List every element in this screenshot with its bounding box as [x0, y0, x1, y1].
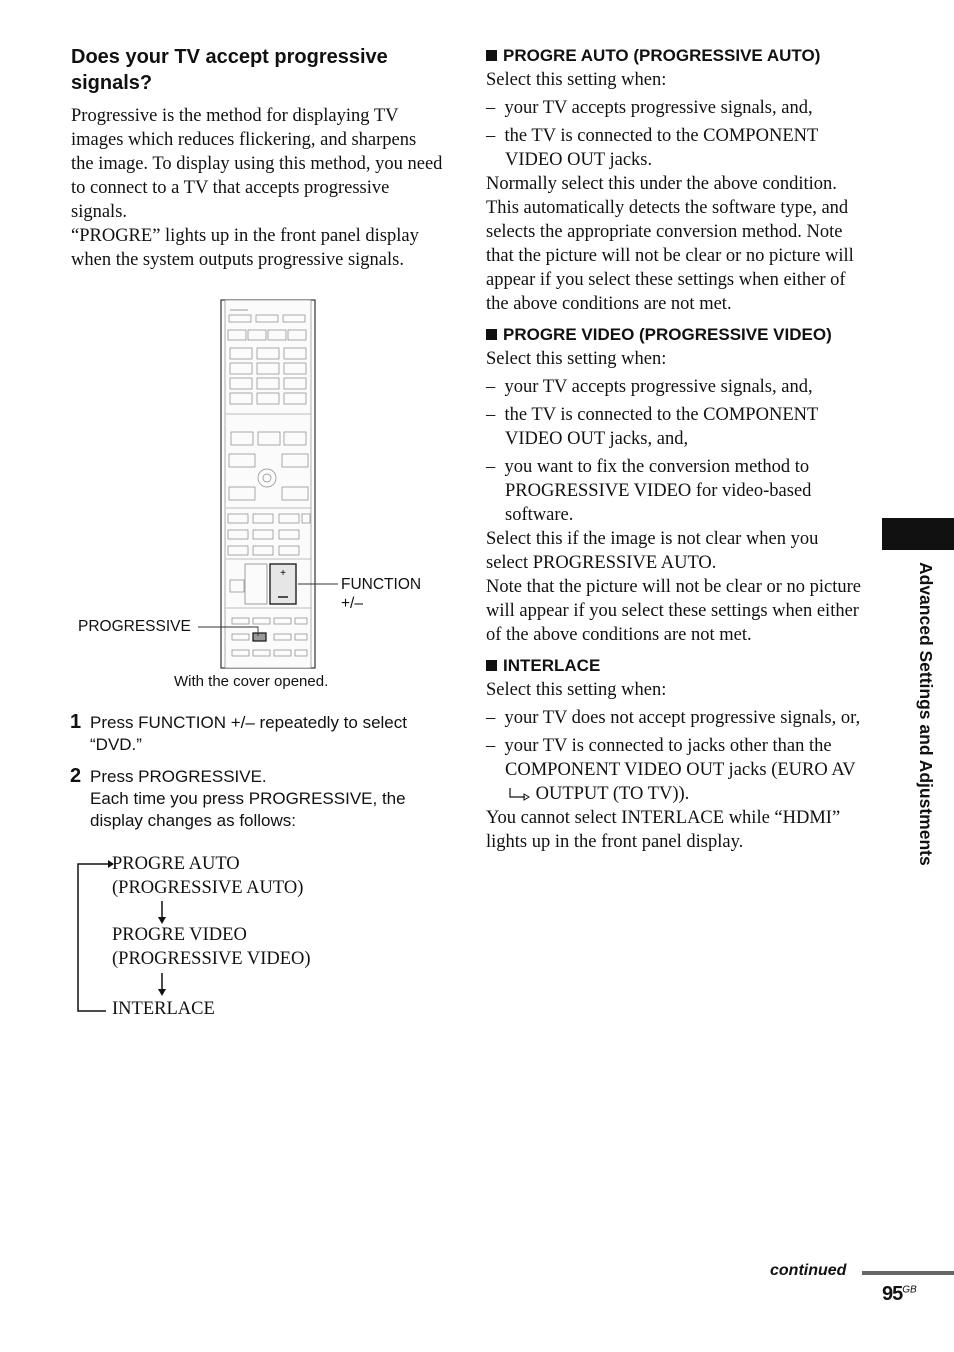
bullet-text: your TV does not accept progressive signals, or,: [504, 708, 861, 728]
page-suffix: GB: [902, 1284, 917, 1296]
body-text: Note that the picture will not be clear or no picture will appear if you select these settings when either of the above conditions are not met.: [486, 577, 862, 645]
page-number-value: 95: [882, 1283, 903, 1305]
continued-label: continued: [770, 1262, 847, 1279]
bullet: – your TV does not accept progressive signals, or,: [486, 708, 861, 728]
select-when: Select this setting when:: [486, 349, 667, 369]
bullet: – your TV is connected to jacks other than the COMPONENT VIDEO OUT jacks (EURO AV OUTPUT (TO TV)).: [486, 736, 856, 804]
square-bullet-icon: [486, 329, 497, 340]
bullet-text: the TV is connected to the COMPONENT VIDEO OUT jacks, and,: [504, 405, 818, 449]
page-number: [882, 1283, 917, 1306]
step-2: [70, 765, 450, 837]
bullet: – the TV is connected to the COMPONENT VIDEO OUT jacks.: [486, 126, 818, 170]
cycle-item-interlace: INTERLACE: [112, 999, 215, 1019]
section-heading: Does your TV accept progressive signals?: [71, 46, 388, 94]
intro-text-2: “PROGRE” lights up in the front panel display when the system outputs progressive signals.: [71, 226, 419, 270]
square-bullet-icon: [486, 660, 497, 671]
body-text: Select this if the image is not clear when you select PROGRESSIVE AUTO.: [486, 529, 819, 573]
select-when: Select this setting when:: [486, 680, 667, 700]
body-text: Normally select this under the above condition. This automatically detects the software type, and selects the appropriate conversion method. Note that the picture will not be clear or no picture will appear if you select these settings when either of the above conditions are not met.: [486, 174, 854, 314]
step-text: [90, 766, 445, 832]
section-tab-marker: [882, 518, 954, 550]
cycle-item-auto-line2: (PROGRESSIVE AUTO): [112, 878, 304, 898]
remote-illustration: [60, 296, 460, 671]
step-text-main: Press PROGRESSIVE.: [90, 767, 267, 786]
bullet-text: your TV accepts progressive signals, and,: [504, 98, 813, 118]
bullet: – the TV is connected to the COMPONENT VIDEO OUT jacks, and,: [486, 405, 818, 449]
bullet: – your TV accepts progressive signals, and,: [486, 98, 813, 118]
bullet-text: the TV is connected to the COMPONENT VIDEO OUT jacks.: [504, 126, 818, 170]
square-bullet-icon: [486, 50, 497, 61]
bullet-text-end: OUTPUT (TO TV)).: [535, 784, 690, 804]
cycle-item-video-line2: (PROGRESSIVE VIDEO): [112, 949, 311, 969]
heading-progre-video-text: PROGRE VIDEO (PROGRESSIVE VIDEO): [503, 325, 832, 344]
heading-progre-auto-text: PROGRE AUTO (PROGRESSIVE AUTO): [503, 46, 821, 65]
progressive-label: PROGRESSIVE: [78, 618, 191, 635]
step-1: [70, 711, 450, 761]
bullet: – you want to fix the conversion method to PROGRESSIVE VIDEO for video-based software.: [486, 457, 812, 525]
svg-text:+: +: [280, 568, 286, 579]
heading-interlace-text: INTERLACE: [503, 656, 601, 675]
right-column: [486, 45, 861, 854]
cycle-item-video: [112, 923, 311, 971]
cycle-item-auto-line1: PROGRE AUTO: [112, 854, 240, 874]
side-tab-label: [908, 562, 938, 922]
output-arrow-icon: [505, 785, 531, 801]
function-label-2: +/–: [341, 595, 363, 612]
intro-text: Progressive is the method for displaying TV images which reduces flickering, and sharpens the image. To display using this method, you need to connect to a TV that accepts progressive signals.: [71, 106, 443, 222]
bullet-text: your TV accepts progressive signals, and,: [504, 377, 813, 397]
body-text: You cannot select INTERLACE while “HDMI” lights up in the front panel display.: [486, 808, 841, 852]
select-when: Select this setting when:: [486, 70, 667, 90]
heading-interlace: [486, 655, 861, 677]
intro-paragraph: [71, 104, 443, 272]
side-tab-text: Advanced Settings and Adjustments: [916, 562, 936, 866]
bullet-text: you want to fix the conversion method to PROGRESSIVE VIDEO for video-based software.: [504, 457, 812, 525]
function-callout: [341, 575, 421, 613]
step-number: 1: [70, 711, 82, 733]
step-number: 2: [70, 765, 82, 787]
function-label: FUNCTION: [341, 576, 422, 593]
bullet-text: your TV is connected to jacks other than the COMPONENT VIDEO OUT jacks (EURO AV: [504, 736, 856, 780]
continued-bar: [862, 1271, 954, 1275]
cycle-item-auto: [112, 852, 303, 900]
bullet: – your TV accepts progressive signals, and,: [486, 377, 813, 397]
cycle-item-video-line1: PROGRE VIDEO: [112, 925, 247, 945]
step-text-sub: Each time you press PROGRESSIVE, the display changes as follows:: [90, 789, 406, 830]
step-text: Press FUNCTION +/– repeatedly to select “DVD.”: [90, 713, 407, 754]
figure-caption: With the cover opened.: [174, 673, 329, 690]
heading-progre-auto: [486, 45, 861, 67]
progressive-button: [253, 633, 266, 641]
heading-progre-video: [486, 324, 861, 346]
